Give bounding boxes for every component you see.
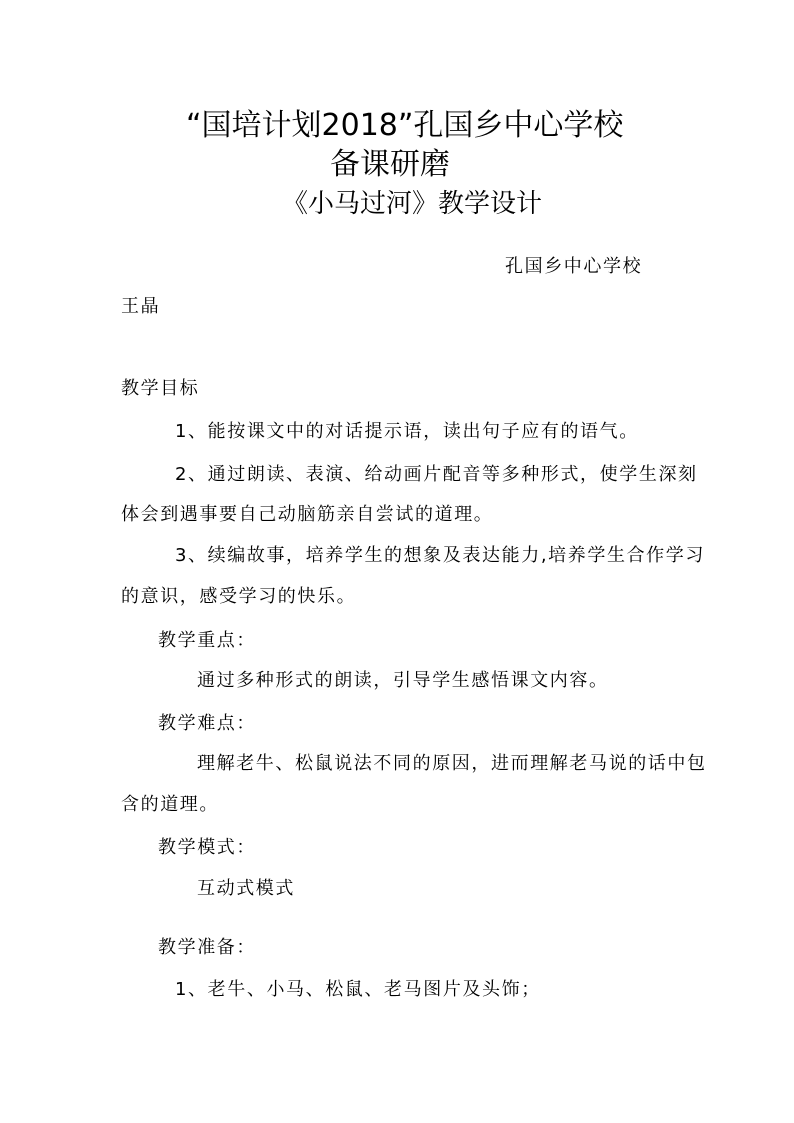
title-line-1: “国培计划2018”孔国乡中心学校	[186, 108, 624, 143]
objectives-heading: 教学目标	[121, 378, 200, 399]
key-points-text: 通过多种形式的朗读，引导学生感悟课文内容。	[197, 670, 609, 691]
objective-item-2-line-2: 体会到遇事要自己动脑筋亲自尝试的道理。	[121, 504, 494, 525]
title-line-3: 《小马过河》教学设计	[282, 189, 543, 219]
mode-heading: 教学模式：	[158, 837, 256, 858]
objective-item-2-line-1: 2、通过朗读、表演、给动画片配音等多种形式，使学生深刻	[175, 464, 698, 485]
objective-item-1: 1、能按课文中的对话提示语，读出句子应有的语气。	[175, 421, 639, 442]
key-points-heading: 教学重点：	[158, 630, 256, 651]
author-school: 孔国乡中心学校	[505, 256, 643, 277]
preparation-item-1: 1、老牛、小马、松鼠、老马图片及头饰；	[175, 979, 541, 1000]
objective-item-3-line-1: 3、续编故事，培养学生的想象及表达能力,培养学生合作学习	[175, 545, 705, 566]
author-name: 王晶	[121, 296, 161, 317]
mode-text: 互动式模式	[197, 878, 295, 899]
difficulties-heading: 教学难点：	[158, 713, 256, 734]
title-line-2: 备课研磨	[330, 147, 450, 182]
difficulties-text-line-2: 含的道理。	[121, 794, 219, 815]
difficulties-text-line-1: 理解老牛、松鼠说法不同的原因，进而理解老马说的话中包	[197, 753, 707, 774]
preparation-heading: 教学准备：	[158, 937, 256, 958]
objective-item-3-line-2: 的意识，感受学习的快乐。	[121, 586, 357, 607]
